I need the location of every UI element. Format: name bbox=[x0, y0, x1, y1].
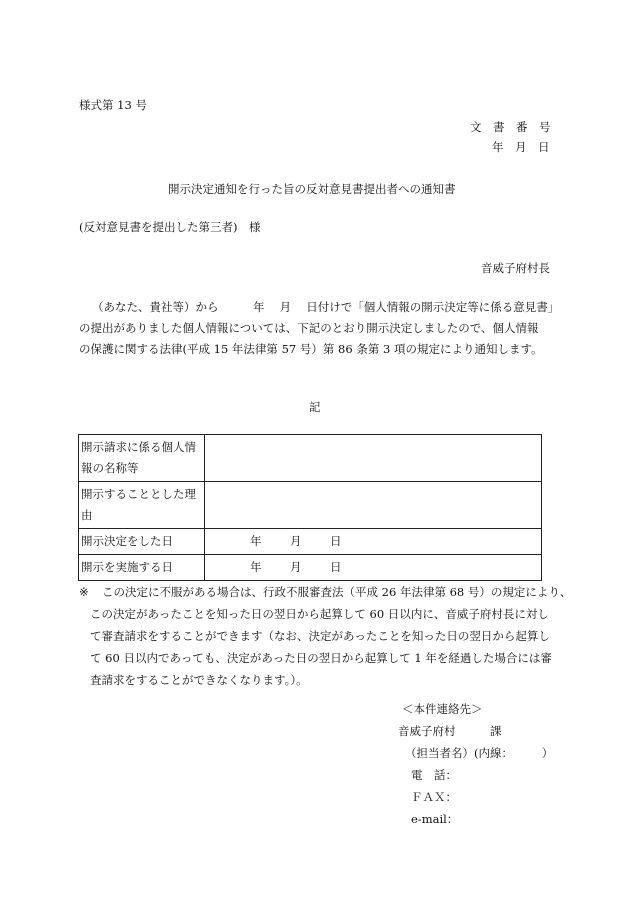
table-label-cell bbox=[79, 555, 205, 581]
body-line-2: の提出がありました個人情報については、下記のとおり開示決定しましたので、個人情報 bbox=[79, 321, 539, 335]
contact-heading: ＜本件連絡先＞ bbox=[402, 702, 483, 716]
date-month: 月 bbox=[290, 560, 302, 574]
contact-telephone: 電 話： bbox=[411, 768, 457, 782]
implementation-date-cell bbox=[205, 555, 542, 581]
contact-email: e-mail： bbox=[411, 812, 459, 826]
table-label-cell bbox=[79, 529, 205, 555]
date-day: 日 bbox=[330, 534, 342, 548]
contact-department: 音威子府村 課 bbox=[398, 724, 502, 738]
note-line-4: て 60 日以内であっても、決定があった日の翌日から起算して 1 年を経過した場合には審 bbox=[90, 651, 552, 665]
decision-date-cell bbox=[205, 529, 542, 555]
document-title: 開示決定通知を行った旨の反対意見書提出者への通知書 bbox=[168, 182, 456, 196]
date-month: 月 bbox=[290, 534, 302, 548]
date-year: 年 bbox=[250, 534, 262, 548]
sender-name: 音威子府村長 bbox=[481, 261, 550, 275]
table-value-cell bbox=[205, 482, 542, 529]
table-label-cell bbox=[79, 435, 205, 482]
row4-label: 開示を実施する日 bbox=[81, 560, 173, 574]
recipient-line: (反対意見書を提出した第三者) 様 bbox=[79, 220, 261, 234]
row2-label-line2: 由 bbox=[81, 508, 93, 522]
body-line-3: の保護に関する法律(平成 15 年法律第 57 号）第 86 条第 3 項の規定により通知します。 bbox=[79, 342, 543, 356]
table-row bbox=[79, 482, 542, 529]
date-day: 日 bbox=[330, 560, 342, 574]
note-line-3: て審査請求をすることができます（なお、決定があったことを知った日の翌日から起算し bbox=[90, 629, 550, 643]
table-row bbox=[79, 435, 542, 482]
contact-person: （担当者名）(内線： ） bbox=[405, 746, 554, 760]
note-mark: ※ bbox=[79, 585, 89, 599]
note-line-2: この決定があったことを知った日の翌日から起算して 60 日以内に、音威子府村長に対し bbox=[90, 607, 549, 621]
document-date-label: 年 月 日 bbox=[492, 140, 550, 154]
table-row bbox=[79, 529, 542, 555]
row1-label-line1: 開示請求に係る個人情 bbox=[81, 440, 196, 454]
note-line-1: この決定に不服がある場合は、行政不服審査法（平成 26 年法律第 68 号）の規定により、 bbox=[102, 585, 572, 599]
row1-label-line2: 報の名称等 bbox=[81, 461, 139, 475]
table-row bbox=[79, 555, 542, 581]
table-value-cell bbox=[205, 435, 542, 482]
form-number: 様式第 13 号 bbox=[79, 98, 147, 112]
table-label-cell bbox=[79, 482, 205, 529]
row2-label-line1: 開示することとした理 bbox=[81, 487, 196, 501]
row3-label: 開示決定をした日 bbox=[81, 534, 173, 548]
body-line-1: （あなた、貴社等）から 年 月 日付けで「個人情報の開示決定等に係る意見書」 bbox=[92, 300, 560, 314]
contact-fax: ＦＡＸ： bbox=[411, 790, 457, 804]
ki-heading: 記 bbox=[309, 400, 321, 414]
decision-record-table bbox=[78, 434, 542, 581]
document-number-label: 文 書 番 号 bbox=[470, 120, 551, 134]
date-year: 年 bbox=[250, 560, 262, 574]
note-line-5: 査請求をすることができなくなります。）。 bbox=[90, 673, 308, 687]
